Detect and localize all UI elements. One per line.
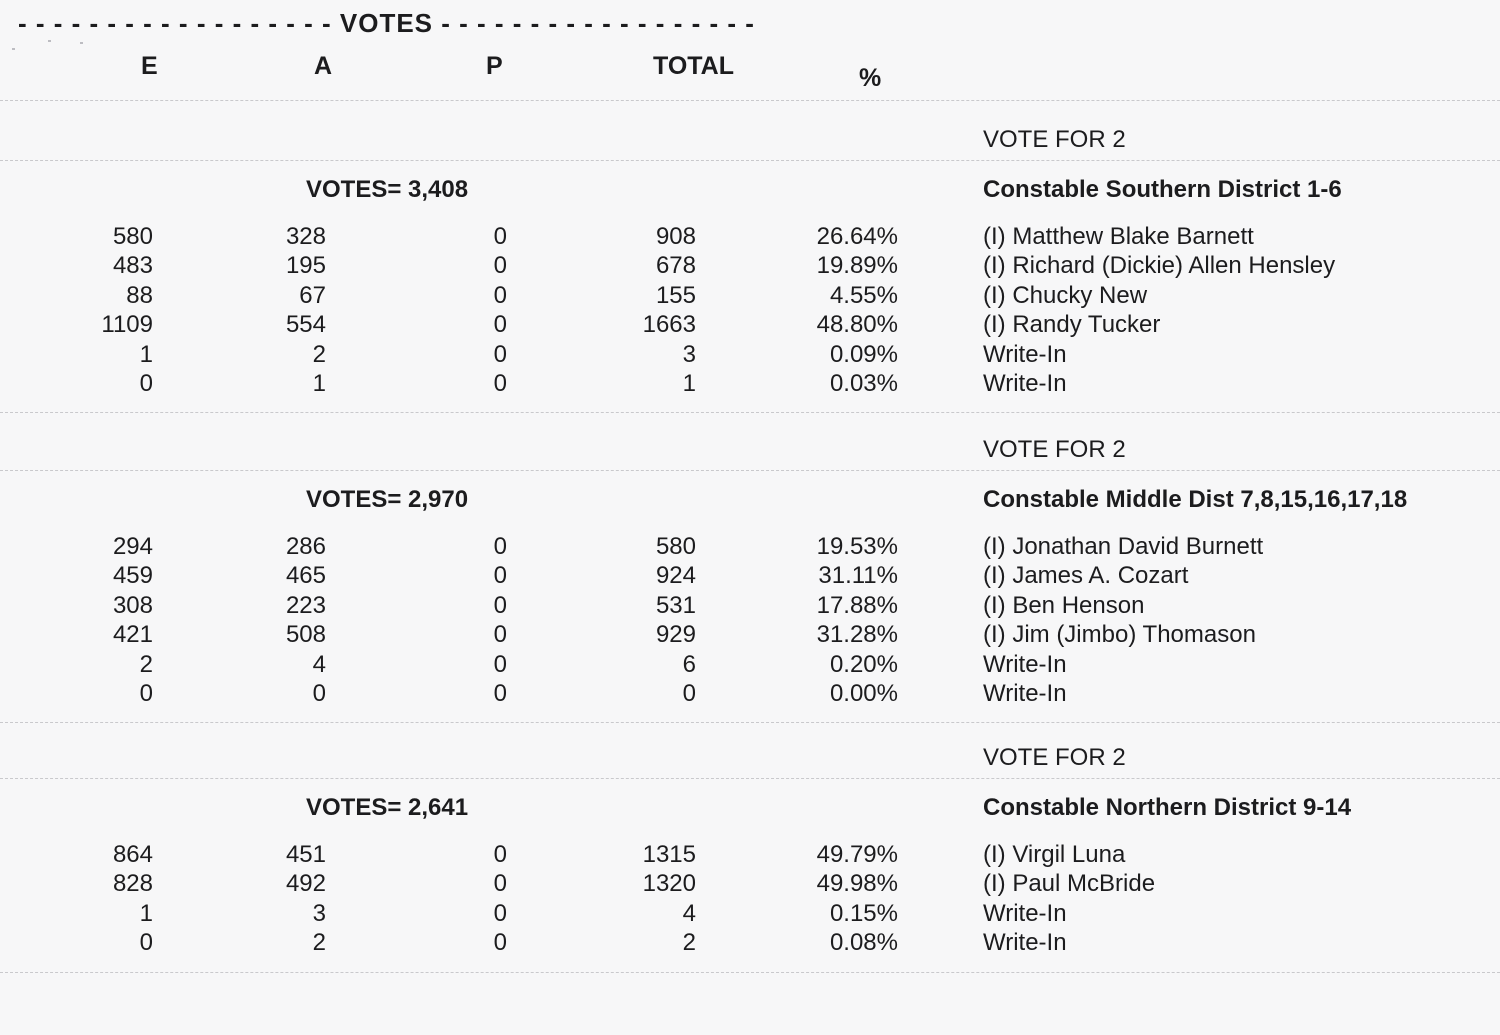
cell-percent: 26.64% [816,223,898,250]
cell-percent: 4.55% [829,281,898,309]
scan-speck [80,42,83,44]
cell-e: 828 [112,870,153,898]
cell-a: 328 [285,223,326,250]
cell-percent: 19.89% [816,252,898,280]
cell-p: 0 [493,533,507,560]
cell-a: 223 [285,591,326,619]
cell-percent: 0.03% [829,370,898,397]
candidate-name: Write-In [983,899,1067,927]
cell-a: 2 [312,340,326,368]
cell-e: 864 [112,841,153,868]
cell-total: 3 [682,340,696,368]
cell-total: 1320 [642,870,696,898]
cell-e: 1109 [101,311,153,339]
cell-percent: 0.15% [829,899,898,927]
divider [0,412,1500,413]
candidate-name: (I) Chucky New [983,281,1148,309]
cell-percent: 0.00% [829,680,898,707]
cell-a: 554 [285,311,326,339]
column-header-percent: % [859,64,882,92]
cell-e: 0 [139,680,153,707]
cell-a: 0 [312,680,326,707]
cell-e: 294 [112,533,153,560]
cell-e: 1 [139,340,153,368]
cell-a: 451 [285,841,326,868]
cell-percent: 0.08% [829,929,898,957]
cell-total: 924 [655,562,696,590]
divider [0,470,1500,471]
cell-percent: 19.53% [816,533,898,560]
cell-total: 531 [655,591,696,619]
vote-for-label: VOTE FOR 2 [983,744,1126,771]
cell-percent: 31.11% [818,562,898,590]
cell-total: 580 [655,533,696,560]
scan-speck [12,48,15,50]
cell-e: 580 [112,223,153,250]
cell-total: 4 [682,899,696,927]
candidate-name: (I) Randy Tucker [983,311,1161,339]
cell-total: 6 [682,650,696,678]
column-header-e: E [141,52,158,80]
votes-header: - - - - - - - - - - - - - - - - - - VOTES - - - - - - - - - - - - - - - - - - [18,8,755,38]
cell-p: 0 [493,899,507,927]
cell-e: 308 [112,591,153,619]
scan-speck [48,40,51,42]
cell-p: 0 [493,870,507,898]
cell-p: 0 [493,650,507,678]
cell-a: 3 [312,899,326,927]
divider [0,778,1500,779]
candidate-name: (I) James A. Cozart [983,562,1189,590]
cell-p: 0 [493,680,507,707]
cell-p: 0 [493,281,507,309]
race-total-votes: VOTES= 2,641 [306,794,469,821]
candidate-name: Write-In [983,929,1067,957]
race-total-votes: VOTES= 3,408 [306,176,469,203]
cell-a: 67 [299,281,326,309]
candidate-name: (I) Paul McBride [983,870,1156,898]
vote-for-label: VOTE FOR 2 [983,126,1126,153]
column-header-p: P [486,52,503,80]
race-title: Constable Middle Dist 7,8,15,16,17,18 [983,486,1408,513]
candidate-name: (I) Ben Henson [983,591,1145,619]
candidate-name: Write-In [983,650,1067,678]
cell-e: 0 [139,929,153,957]
cell-e: 88 [126,281,153,309]
divider [0,160,1500,161]
cell-p: 0 [493,370,507,397]
cell-e: 483 [112,252,153,280]
cell-e: 2 [139,650,153,678]
cell-e: 421 [112,621,153,649]
cell-p: 0 [493,252,507,280]
cell-p: 0 [493,591,507,619]
cell-total: 2 [682,929,696,957]
race-title: Constable Northern District 9-14 [983,794,1352,821]
cell-p: 0 [493,311,507,339]
race-total-votes: VOTES= 2,970 [306,486,469,513]
column-header-a: A [314,52,333,80]
cell-a: 2 [312,929,326,957]
race-title: Constable Southern District 1-6 [983,176,1342,203]
divider [0,722,1500,723]
cell-a: 195 [285,252,326,280]
cell-e: 1 [139,899,153,927]
cell-percent: 0.09% [829,340,898,368]
cell-percent: 0.20% [829,650,898,678]
candidate-name: (I) Matthew Blake Barnett [983,223,1254,250]
cell-a: 508 [285,621,326,649]
cell-p: 0 [493,562,507,590]
cell-total: 1315 [642,841,696,868]
cell-p: 0 [493,929,507,957]
candidate-name: (I) Virgil Luna [983,841,1126,868]
divider [0,972,1500,973]
cell-total: 929 [655,621,696,649]
cell-percent: 31.28% [816,621,898,649]
cell-total: 678 [655,252,696,280]
candidate-name: Write-In [983,370,1067,397]
candidate-name: Write-In [983,340,1067,368]
cell-total: 908 [655,223,696,250]
cell-total: 1663 [642,311,696,339]
cell-percent: 17.88% [816,591,898,619]
cell-percent: 49.79% [816,841,898,868]
cell-a: 492 [285,870,326,898]
divider [0,100,1500,101]
cell-total: 155 [655,281,696,309]
candidate-name: (I) Richard (Dickie) Allen Hensley [983,252,1336,280]
cell-a: 4 [312,650,326,678]
cell-a: 1 [312,370,326,397]
candidate-name: Write-In [983,680,1067,707]
cell-total: 1 [682,370,696,397]
cell-e: 459 [112,562,153,590]
cell-a: 286 [285,533,326,560]
cell-e: 0 [139,370,153,397]
cell-p: 0 [493,621,507,649]
cell-total: 0 [682,680,696,707]
cell-p: 0 [493,841,507,868]
column-header-total: TOTAL [653,52,735,80]
cell-a: 465 [285,562,326,590]
candidate-name: (I) Jim (Jimbo) Thomason [983,621,1256,649]
vote-for-label: VOTE FOR 2 [983,436,1126,463]
cell-percent: 48.80% [816,311,898,339]
candidate-name: (I) Jonathan David Burnett [983,533,1264,560]
cell-p: 0 [493,223,507,250]
cell-p: 0 [493,340,507,368]
cell-percent: 49.98% [816,870,898,898]
